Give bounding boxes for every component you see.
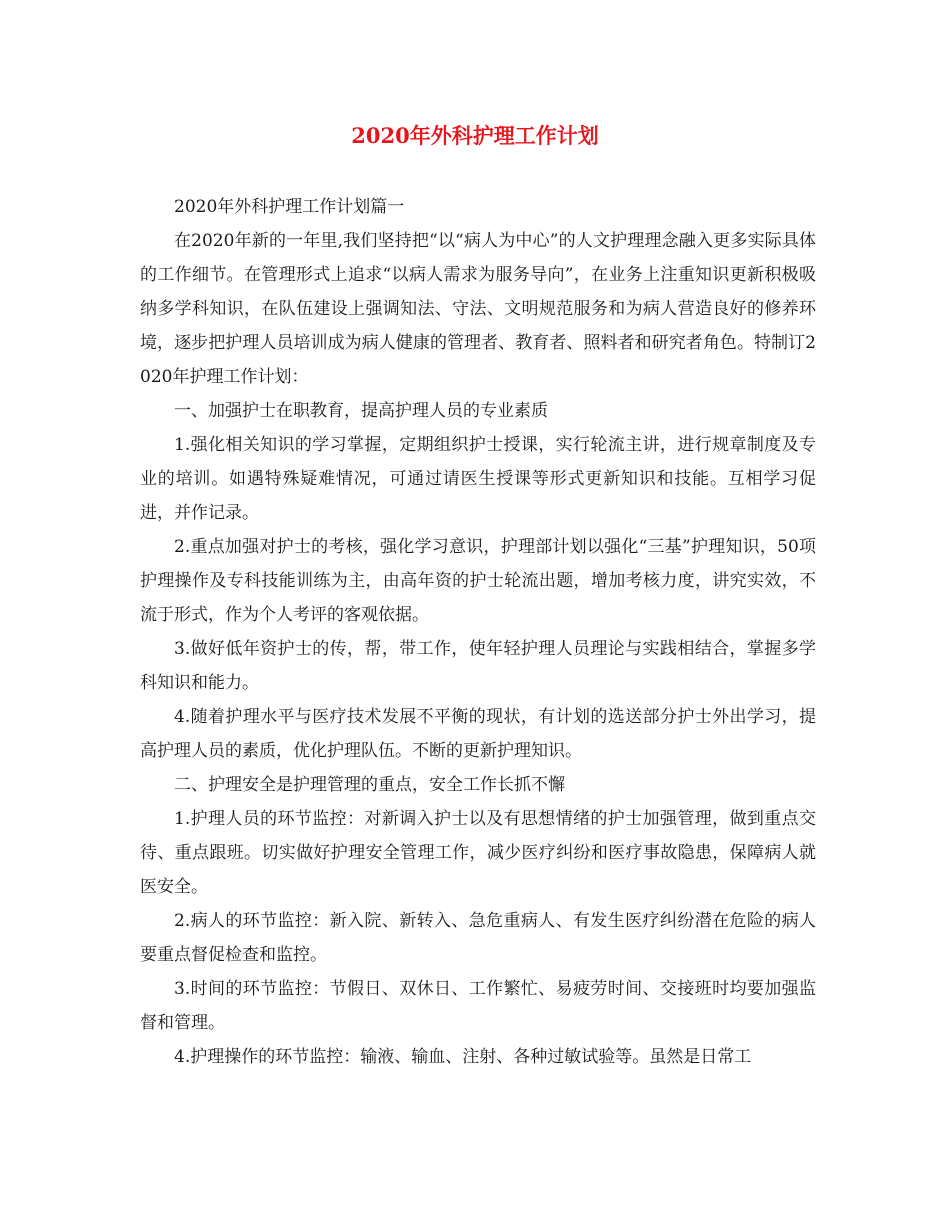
list-item-2-3: 3.时间的环节监控：节假日、双休日、工作繁忙、易疲劳时间、交接班时均要加强监督和管理。 (140, 979, 816, 1033)
list-item-1-2: 2.重点加强对护士的考核，强化学习意识，护理部计划以强化“三基”护理知识，50项护理操作及专科技能训练为主，由高年资的护士轮流出题，增加考核力度，讲究实效，不流于形式，作为个人考评的客观依据。 (140, 537, 816, 625)
section-heading-part-one: 2020年外科护理工作计划篇一 (174, 197, 405, 217)
list-item-1-1: 1.强化相关知识的学习掌握，定期组织护士授课，实行轮流主讲，进行规章制度及专业的培训。如遇特殊疑难情况，可通过请医生授课等形式更新知识和技能。互相学习促进，并作记录。 (140, 435, 816, 523)
document-title: 2020年外科护理工作计划 (351, 123, 599, 148)
section-heading-2: 二、护理安全是护理管理的重点，安全工作长抓不懈 (174, 775, 565, 795)
list-item-1-3: 3.做好低年资护士的传，帮，带工作，使年轻护理人员理论与实践相结合，掌握多学科知识和能力。 (140, 639, 816, 693)
section-heading-1: 一、加强护士在职教育，提高护理人员的专业素质 (174, 401, 548, 421)
list-item-2-1: 1.护理人员的环节监控：对新调入护士以及有思想情绪的护士加强管理，做到重点交待、重点跟班。切实做好护理安全管理工作，减少医疗纠纷和医疗事故隐患，保障病人就医安全。 (140, 809, 816, 897)
list-item-2-2: 2.病人的环节监控：新入院、新转入、急危重病人、有发生医疗纠纷潜在危险的病人要重点督促检查和监控。 (140, 911, 816, 965)
list-item-1-4: 4.随着护理水平与医疗技术发展不平衡的现状，有计划的选送部分护士外出学习，提高护理人员的素质，优化护理队伍。不断的更新护理知识。 (140, 707, 816, 761)
intro-paragraph: 在2020年新的一年里,我们坚持把“以“病人为中心”的人文护理理念融入更多实际具体的工作细节。在管理形式上追求“以病人需求为服务导向”，在业务上注重知识更新积极吸纳多学科知识，在队伍建设上强调知法、守法、文明规范服务和为病人营造良好的修养环境，逐步把护理人员培训成为病人健康的管理者、教育者、照料者和研究者角色。特制订2020年护理工作计划： (140, 231, 816, 387)
list-item-2-4: 4.护理操作的环节监控：输液、输血、注射、各种过敏试验等。虽然是日常工 (174, 1047, 752, 1067)
document-body (140, 190, 816, 1074)
